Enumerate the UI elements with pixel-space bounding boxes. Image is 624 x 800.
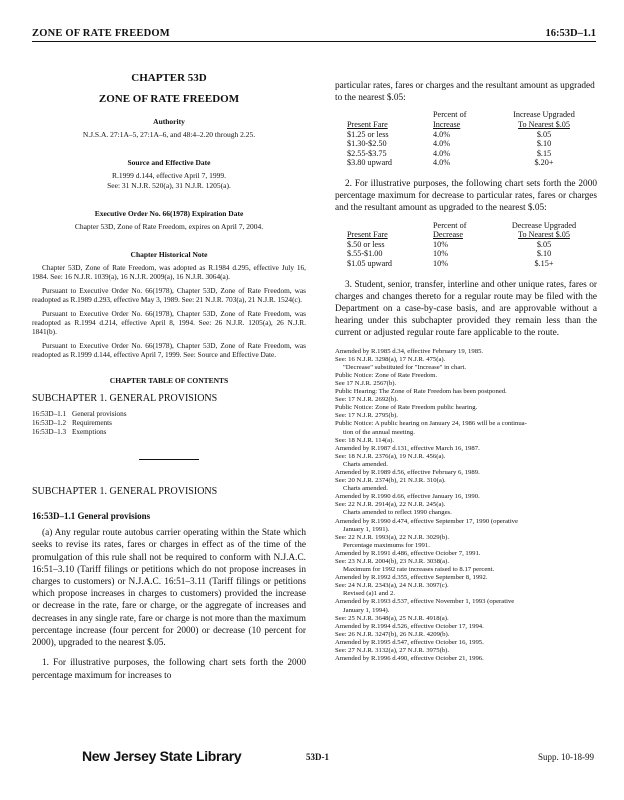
history-entry: Revised (a)1 and 2.	[343, 590, 395, 598]
table-header: To Nearest $.05	[518, 230, 570, 240]
amendment-history	[335, 348, 597, 664]
table-row: $.50 or less 10% $.05	[347, 239, 552, 249]
table-header-row	[347, 120, 591, 130]
history-entry: Amended by R.1989 d.56, effective February 6, 1989.	[335, 468, 480, 476]
history-entry: See: 17 N.J.R. 2795(b).	[335, 412, 398, 420]
table-header: Percent of	[433, 110, 467, 120]
history-entry: Public Notice: Zone of Rate Freedom.	[335, 371, 438, 379]
executive-order-text: Chapter 53D, Zone of Rate Freedom, expires on April 7, 2004.	[74, 222, 264, 231]
history-entry: Public Notice: A public hearing on January 24, 1986 will be a continua-	[335, 420, 527, 428]
table-row: $2.55-$3.75 4.0% $.15	[347, 148, 552, 158]
increase-table	[347, 110, 591, 168]
history-entry: See: 22 N.J.R. 2914(a), 22 N.J.R. 245(a).	[335, 501, 446, 509]
history-entry: Amended by R.1996 d.490, effective October 21, 1996.	[335, 655, 484, 663]
toc-subchapter: SUBCHAPTER 1. GENERAL PROVISIONS	[32, 392, 218, 404]
toc-list	[32, 410, 306, 438]
history-entry: Amended by R.1990 d.66, effective January 16, 1990.	[335, 493, 480, 501]
table-header: Percent of	[433, 220, 467, 230]
section-divider	[139, 459, 199, 460]
history-entry: January 1, 1991).	[343, 525, 390, 533]
executive-order-label: Executive Order No. 66(1978) Expiration Date	[94, 209, 244, 218]
history-entry: See: 17 N.J.R. 2692(b).	[335, 396, 398, 404]
paragraph-a: (a) Any regular route autobus carrier operating within the State which seeks to revise its rates, fares or charges in effect as of the time of the promulgation of this rule shall not be required to conform with N.J.A.C. 16:51–3.10 (Tariff filings or petitions which do not propose increases in charges to customers) or N.J.A.C. 16:51–3.11 (Tariff filings or petitions which propose increases in charges to customers) provided the increase or decrease in the rate, fare or charge, or the aggregate of increases and decreases in any single rate, fare or charge is not more than the maximum percentage increase (four percent for 2000) or decrease (10 percent for 2000), upgraded to the nearest $.05.	[32, 528, 306, 649]
history-entry: Maximum for 1992 rate increases raised to 8.17 percent.	[343, 566, 495, 574]
page-number: 53D-1	[306, 752, 329, 762]
history-entry: See: 22 N.J.R. 1993(a), 22 N.J.R. 3029(b).	[335, 533, 450, 541]
left-column	[32, 58, 306, 682]
chapter-number: CHAPTER 53D	[131, 72, 207, 84]
source-line-1: R.1999 d.144, effective April 7, 1999.	[111, 171, 226, 180]
historical-note-paragraph: Pursuant to Executive Order No. 66(1978), Chapter 53D, Zone of Rate Freedom, was readopted as R.1999 d.144, effective April 7, 1999. See: Source and Effective Date.	[32, 340, 306, 360]
table-header-row	[347, 230, 591, 240]
history-entry: Amended by R.1992 d.355, effective September 8, 1992.	[335, 574, 488, 582]
paragraph-2: 2. For illustrative purposes, the following chart sets forth the 2000 percentage maximum for decrease to particular rates, fares or charges and the resultant amount as upgraded to the nearest $.05:	[335, 178, 597, 214]
history-entry: Amended by R.1995 d.547, effective October 16, 1995.	[335, 638, 484, 646]
paragraph-3: 3. Student, senior, transfer, interline and other unique rates, fares or charges and changes thereto for a regular route may be filed with the Department on a case-by-case basis, and are approvable without a hearing under this subchapter provided they remain less than the current or adjusted regular route fare applicable to the route.	[335, 279, 597, 339]
history-entry: See 17 N.J.R. 2567(b).	[335, 379, 397, 387]
table-row: $1.05 upward 10% $.15+	[347, 258, 554, 268]
table-header: To Nearest $.05	[518, 120, 570, 129]
history-entry: Public Notice: Zone of Rate Freedom public hearing.	[335, 404, 478, 412]
history-entry: Amended by R.1994 d.526, effective October 17, 1994.	[335, 622, 484, 630]
history-entry: Amended by R.1993 d.537, effective November 1, 1993 (operative	[335, 598, 515, 606]
table-header: Present Fare	[347, 230, 388, 240]
historical-note-paragraph: Pursuant to Executive Order No. 66(1978), Chapter 53D, Zone of Rate Freedom, was readopted as R.1989 d.293, effective May 3, 1989. See: 21 N.J.R. 703(a), 21 N.J.R. 1524(c).	[32, 285, 306, 305]
history-entry: "Decrease" substituted for "Increase" in chart.	[343, 363, 467, 371]
source-line-2: See: 31 N.J.R. 520(a), 31 N.J.R. 1205(a).	[107, 181, 231, 190]
continued-text: particular rates, fares or charges and the resultant amount as upgraded to the nearest $.05:	[335, 81, 595, 104]
header-title: ZONE OF RATE FREEDOM	[32, 28, 170, 39]
table-header: Increase	[433, 120, 461, 129]
history-entry: Amended by R.1987 d.131, effective March 16, 1987.	[335, 444, 480, 452]
header-section-number: 16:53D–1.1	[545, 28, 596, 39]
table-row: $1.25 or less 4.0% $.05	[347, 129, 552, 139]
history-entry: See: 26 N.J.R. 3247(b), 26 N.J.R. 4209(b).	[335, 630, 450, 638]
decrease-table	[347, 221, 591, 269]
supplement-date: Supp. 10-18-99	[538, 752, 594, 762]
table-header: Decrease	[433, 230, 463, 240]
table-row: $1.30-$2.50 4.0% $.10	[347, 139, 552, 149]
table-header-row	[347, 110, 591, 120]
paragraph-1: 1. For illustrative purposes, the following chart sets forth the 2000 percentage maximum for increases to	[32, 658, 306, 681]
toc-entry[interactable]: 16:53D–1.2 Requirements	[32, 418, 112, 427]
table-header: Present Fare	[347, 120, 388, 129]
history-entry: See: 23 N.J.R. 2004(b), 23 N.J.R. 3038(a).	[335, 558, 450, 565]
history-entry: Public Hearing: The Zone of Rate Freedom has been postponed.	[335, 388, 507, 396]
history-entry: Amended by R.1991 d.486, effective October 7, 1991.	[335, 549, 481, 557]
historical-note-paragraph: Pursuant to Executive Order No. 66(1978), Chapter 53D, Zone of Rate Freedom, was readopted as R.1994 d.214, effective April 8, 1994. See: 26 N.J.R. 1205(a), 26 N.J.R. 1841(b).	[32, 308, 306, 337]
chapter-name: ZONE OF RATE FREEDOM	[98, 93, 240, 105]
table-header: Increase Upgraded	[513, 110, 575, 120]
history-entry: See: 25 N.J.R. 3648(a), 25 N.J.R. 4918(a).	[335, 614, 449, 622]
table-row: $3.80 upward 4.0% $.20+	[347, 158, 554, 168]
history-entry: Charts amended.	[343, 485, 388, 493]
history-entry: Charts amended.	[343, 460, 388, 468]
toc-entry[interactable]: 16:53D–1.1 General provisions	[32, 409, 127, 418]
historical-note-label: Chapter Historical Note	[130, 250, 208, 259]
history-entry: See: 27 N.J.R. 3132(a), 27 N.J.R. 3975(b).	[335, 647, 450, 655]
history-entry: January 1, 1994).	[343, 606, 390, 614]
history-entry: Percentage maximums for 1991.	[343, 541, 430, 549]
section-title: 16:53D–1.1 General provisions	[32, 511, 151, 522]
history-entry: See: 18 N.J.R. 2376(a), 19 N.J.R. 456(a).	[335, 452, 446, 460]
history-entry: Charts amended to reflect 1990 changes.	[343, 509, 452, 517]
history-entry: See: 20 N.J.R. 2374(b), 21 N.J.R. 310(a).	[335, 477, 446, 485]
running-header	[32, 26, 596, 42]
history-entry: tion of the annual meeting.	[343, 428, 415, 436]
toc-entry[interactable]: 16:53D–1.3 Exemptions	[32, 428, 107, 437]
history-entry: See: 18 N.J.R. 114(a).	[335, 436, 395, 444]
history-entry: Amended by R.1985 d.34, effective February 19, 1985.	[335, 347, 484, 355]
table-row: $.55-$1.00 10% $.10	[347, 249, 552, 259]
toc-label: CHAPTER TABLE OF CONTENTS	[109, 375, 229, 385]
source-label: Source and Effective Date	[127, 158, 211, 167]
table-header: Decrease Upgraded	[511, 220, 577, 230]
history-entry: See: 24 N.J.R. 2343(a), 24 N.J.R. 3097(c).	[335, 582, 449, 590]
history-entry: See: 16 N.J.R. 3298(a), 17 N.J.R. 475(a).	[335, 355, 446, 363]
history-entry: Amended by R.1990 d.474, effective September 17, 1990 (operative	[335, 517, 518, 525]
authority-text: N.J.S.A. 27:1A–5, 27:1A–6, and 48:4–2.20 through 2.25.	[82, 130, 256, 139]
historical-note-paragraph: Chapter 53D, Zone of Rate Freedom, was adopted as R.1984 d.295, effective July 16, 1984. See: 16 N.J.R. 1039(a), 16 N.J.R. 2009(a), 16 N.J.R. 3064(a).	[32, 263, 306, 282]
table-header-row	[347, 221, 591, 231]
right-column	[335, 80, 597, 663]
authority-label: Authority	[153, 117, 185, 126]
subchapter-heading: SUBCHAPTER 1. GENERAL PROVISIONS	[32, 486, 218, 498]
library-logo: New Jersey State Library	[82, 748, 242, 764]
